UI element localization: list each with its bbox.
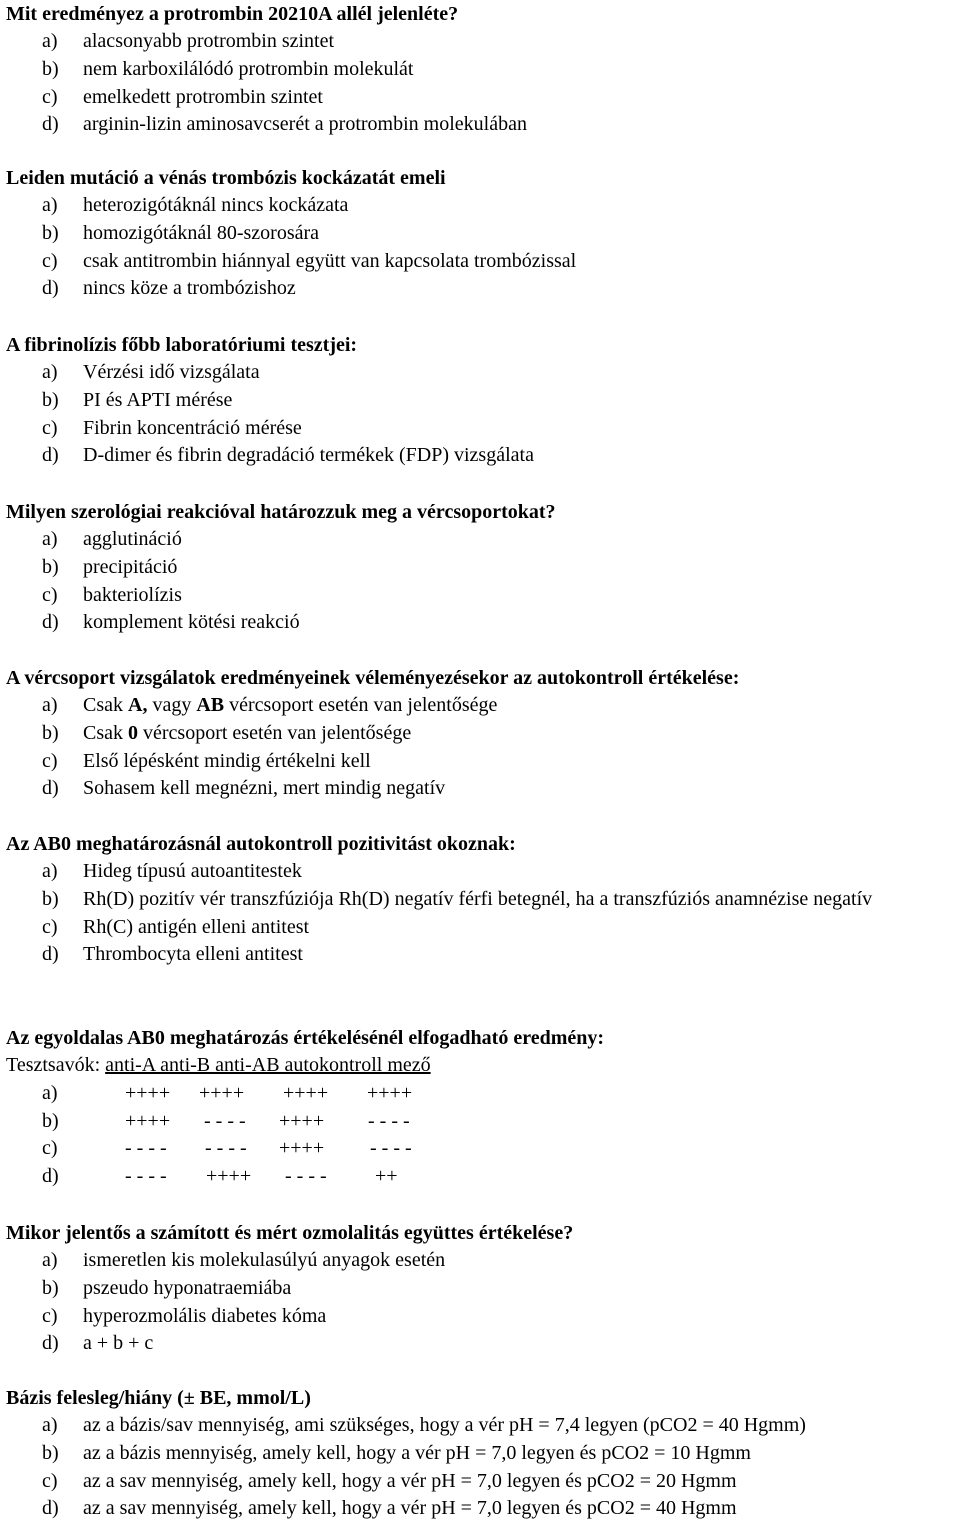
question-title: Bázis felesleg/hiány (± BE, mmol/L) bbox=[6, 1387, 311, 1409]
question-title: Mit eredményez a protrombin 20210A allél jelenléte? bbox=[6, 3, 459, 25]
option-text: Fibrin koncentráció mérése bbox=[83, 416, 302, 439]
option-label: d) bbox=[42, 777, 59, 800]
option-label: d) bbox=[42, 444, 59, 467]
option-label: c) bbox=[42, 85, 58, 108]
option-label: d) bbox=[42, 1497, 59, 1520]
option-text: alacsonyabb protrombin szintet bbox=[83, 30, 335, 52]
anti-a-result: - - - - bbox=[125, 1165, 167, 1188]
autocontrol-result: ++++ bbox=[367, 1081, 413, 1104]
option-text: pszeudo hyponatraemiába bbox=[83, 1276, 292, 1299]
anti-a-result: ++++ bbox=[125, 1109, 171, 1132]
question-6 bbox=[6, 830, 956, 969]
anti-a-result: ++++ bbox=[125, 1081, 171, 1104]
option-label: a) bbox=[42, 694, 58, 716]
option-text: az a sav mennyiség, amely kell, hogy a vér pH = 7,0 legyen és pCO2 = 40 Hgmm bbox=[83, 1497, 737, 1520]
answer-option bbox=[6, 28, 956, 56]
test-sera-label: Tesztsavók: bbox=[6, 1054, 106, 1076]
question-title: A vércsoport vizsgálatok eredményeinek véleményezésekor az autokontroll értékelése: bbox=[6, 667, 740, 689]
option-text: ismeretlen kis molekulasúlyú anyagok esetén bbox=[83, 1249, 446, 1271]
anti-ab-result: ++++ bbox=[279, 1109, 325, 1132]
question-title: Milyen szerológiai reakcióval határozzuk meg a vércsoportokat? bbox=[6, 501, 556, 523]
option-label: c) bbox=[42, 749, 58, 772]
option-text: vagy bbox=[147, 694, 197, 716]
question-4 bbox=[6, 498, 956, 637]
option-text: komplement kötési reakció bbox=[83, 611, 300, 634]
answer-option bbox=[6, 1468, 956, 1496]
option-label: b) bbox=[42, 1276, 59, 1299]
anti-ab-result: ++++ bbox=[279, 1137, 325, 1160]
option-text: az a bázis/sav mennyiség, ami szükséges, hogy a vér pH = 7,4 legyen (pCO2 = 40 Hgmm) bbox=[83, 1414, 806, 1436]
option-label: b) bbox=[42, 1109, 59, 1132]
question-title: Az egyoldalas AB0 meghatározás értékelésénél elfogadható eredmény: bbox=[6, 1027, 605, 1049]
answer-option bbox=[6, 1412, 956, 1440]
option-label: b) bbox=[42, 57, 59, 80]
option-text: Sohasem kell megnézni, mert mindig negatív bbox=[83, 777, 446, 800]
answer-option bbox=[6, 84, 956, 112]
result-row bbox=[6, 1108, 956, 1136]
option-text: emelkedett protrombin szintet bbox=[83, 85, 323, 108]
answer-option bbox=[6, 748, 956, 776]
option-label: a) bbox=[42, 528, 58, 550]
question-3 bbox=[6, 331, 956, 470]
option-text: vércsoport esetén van jelentősége bbox=[224, 694, 498, 716]
answer-option bbox=[6, 692, 956, 720]
answer-option bbox=[6, 1440, 956, 1468]
question-title: Leiden mutáció a vénás trombózis kockázatát emeli bbox=[6, 167, 446, 189]
option-text: nincs köze a trombózishoz bbox=[83, 277, 296, 300]
answer-option bbox=[6, 248, 956, 276]
option-text: csak antitrombin hiánnyal együtt van kapcsolata trombózissal bbox=[83, 249, 577, 272]
anti-b-result: ++++ bbox=[206, 1165, 252, 1188]
test-sera-header bbox=[6, 1052, 956, 1080]
anti-b-result: - - - - bbox=[205, 1137, 247, 1160]
option-text: Első lépésként mindig értékelni kell bbox=[83, 749, 371, 772]
answer-option bbox=[6, 526, 956, 554]
option-label: c) bbox=[42, 249, 58, 272]
question-title: Az AB0 meghatározásnál autokontroll pozitivitást okoznak: bbox=[6, 833, 516, 855]
option-text: Csak bbox=[83, 721, 128, 744]
answer-option bbox=[6, 220, 956, 248]
option-text: heterozigótáknál nincs kockázata bbox=[83, 194, 349, 216]
answer-option bbox=[6, 941, 956, 969]
option-label: c) bbox=[42, 1137, 58, 1160]
anti-ab-result: - - - - bbox=[285, 1165, 327, 1188]
option-label: a) bbox=[42, 1081, 58, 1104]
option-label: c) bbox=[42, 915, 58, 938]
answer-option bbox=[6, 609, 956, 637]
question-2 bbox=[6, 164, 956, 303]
option-text: D-dimer és fibrin degradáció termékek (FDP) vizsgálata bbox=[83, 444, 534, 467]
answer-option bbox=[6, 56, 956, 84]
answer-option bbox=[6, 1247, 956, 1275]
blood-group-bold: A, bbox=[128, 694, 148, 716]
answer-option bbox=[6, 359, 956, 387]
autocontrol-result: - - - - bbox=[370, 1137, 412, 1160]
option-text: Rh(D) pozitív vér transzfúziója Rh(D) negatív férfi betegnél, ha a transzfúziós anamnézise negatív bbox=[83, 887, 873, 910]
option-label: d) bbox=[42, 1165, 59, 1188]
option-text: precipitáció bbox=[83, 555, 178, 578]
option-label: a) bbox=[42, 1414, 58, 1436]
option-label: b) bbox=[42, 721, 59, 744]
option-text: Hideg típusú autoantitestek bbox=[83, 860, 302, 882]
option-label: d) bbox=[42, 277, 59, 300]
option-text: homozigótáknál 80-szorosára bbox=[83, 221, 320, 244]
answer-option bbox=[6, 387, 956, 415]
option-label: d) bbox=[42, 943, 59, 966]
autocontrol-result: - - - - bbox=[368, 1109, 410, 1132]
option-label: b) bbox=[42, 887, 59, 910]
option-text: Vérzési idő vizsgálata bbox=[83, 361, 260, 383]
option-label: c) bbox=[42, 583, 58, 606]
blood-group-bold: AB bbox=[196, 694, 225, 716]
option-label: d) bbox=[42, 611, 59, 634]
answer-option bbox=[6, 582, 956, 610]
option-text: a + b + c bbox=[83, 1332, 154, 1355]
answer-option bbox=[6, 192, 956, 220]
option-label: c) bbox=[42, 1304, 58, 1327]
answer-option bbox=[6, 1330, 956, 1358]
option-label: a) bbox=[42, 361, 58, 383]
option-text: hyperozmolális diabetes kóma bbox=[83, 1304, 327, 1327]
option-text: vércsoport esetén van jelentősége bbox=[138, 721, 412, 744]
anti-b-result: ++++ bbox=[199, 1081, 245, 1104]
option-label: d) bbox=[42, 113, 59, 136]
question-1 bbox=[6, 0, 956, 139]
answer-option bbox=[6, 111, 956, 139]
option-label: d) bbox=[42, 1332, 59, 1355]
option-label: a) bbox=[42, 860, 58, 882]
option-text: az a bázis mennyiség, amely kell, hogy a vér pH = 7,0 legyen és pCO2 = 10 Hgmm bbox=[83, 1441, 751, 1464]
answer-option bbox=[6, 275, 956, 303]
option-label: b) bbox=[42, 555, 59, 578]
anti-a-result: - - - - bbox=[125, 1137, 167, 1160]
option-label: a) bbox=[42, 1249, 58, 1271]
autocontrol-result: ++ bbox=[375, 1165, 398, 1188]
option-label: b) bbox=[42, 221, 59, 244]
question-title: A fibrinolízis főbb laboratóriumi tesztjei: bbox=[6, 334, 358, 356]
answer-option bbox=[6, 1303, 956, 1331]
option-label: b) bbox=[42, 1441, 59, 1464]
answer-option bbox=[6, 858, 956, 886]
answer-option bbox=[6, 914, 956, 942]
answer-option bbox=[6, 1495, 956, 1523]
option-text: Thrombocyta elleni antitest bbox=[83, 943, 303, 966]
test-sera-columns: anti-A anti-B anti-AB autokontroll mező bbox=[105, 1054, 431, 1076]
option-text: bakteriolízis bbox=[83, 583, 182, 606]
blood-group-bold: 0 bbox=[128, 721, 138, 744]
answer-option bbox=[6, 1275, 956, 1303]
answer-option bbox=[6, 775, 956, 803]
question-7 bbox=[6, 1024, 956, 1191]
result-row bbox=[6, 1163, 956, 1191]
anti-ab-result: ++++ bbox=[283, 1081, 329, 1104]
option-label: b) bbox=[42, 388, 59, 411]
answer-option bbox=[6, 720, 956, 748]
option-text: az a sav mennyiség, amely kell, hogy a vér pH = 7,0 legyen és pCO2 = 20 Hgmm bbox=[83, 1469, 737, 1492]
question-5 bbox=[6, 664, 956, 803]
answer-option bbox=[6, 442, 956, 470]
option-label: c) bbox=[42, 416, 58, 439]
question-title: Mikor jelentős a számított és mért ozmolalitás együttes értékelése? bbox=[6, 1222, 574, 1244]
option-text: nem karboxilálódó protrombin molekulát bbox=[83, 57, 414, 80]
option-label: a) bbox=[42, 30, 58, 52]
result-row bbox=[6, 1135, 956, 1163]
option-text: Csak bbox=[83, 694, 128, 716]
option-text: agglutináció bbox=[83, 528, 182, 550]
question-8 bbox=[6, 1219, 956, 1358]
option-text: arginin-lizin aminosavcserét a protrombin molekulában bbox=[83, 113, 527, 136]
option-text: Rh(C) antigén elleni antitest bbox=[83, 915, 310, 938]
question-9 bbox=[6, 1384, 956, 1523]
anti-b-result: - - - - bbox=[204, 1109, 246, 1132]
result-row bbox=[6, 1080, 956, 1108]
option-text: PI és APTI mérése bbox=[83, 388, 233, 411]
answer-option bbox=[6, 886, 956, 914]
option-label: c) bbox=[42, 1469, 58, 1492]
answer-option bbox=[6, 554, 956, 582]
answer-option bbox=[6, 415, 956, 443]
option-label: a) bbox=[42, 194, 58, 216]
